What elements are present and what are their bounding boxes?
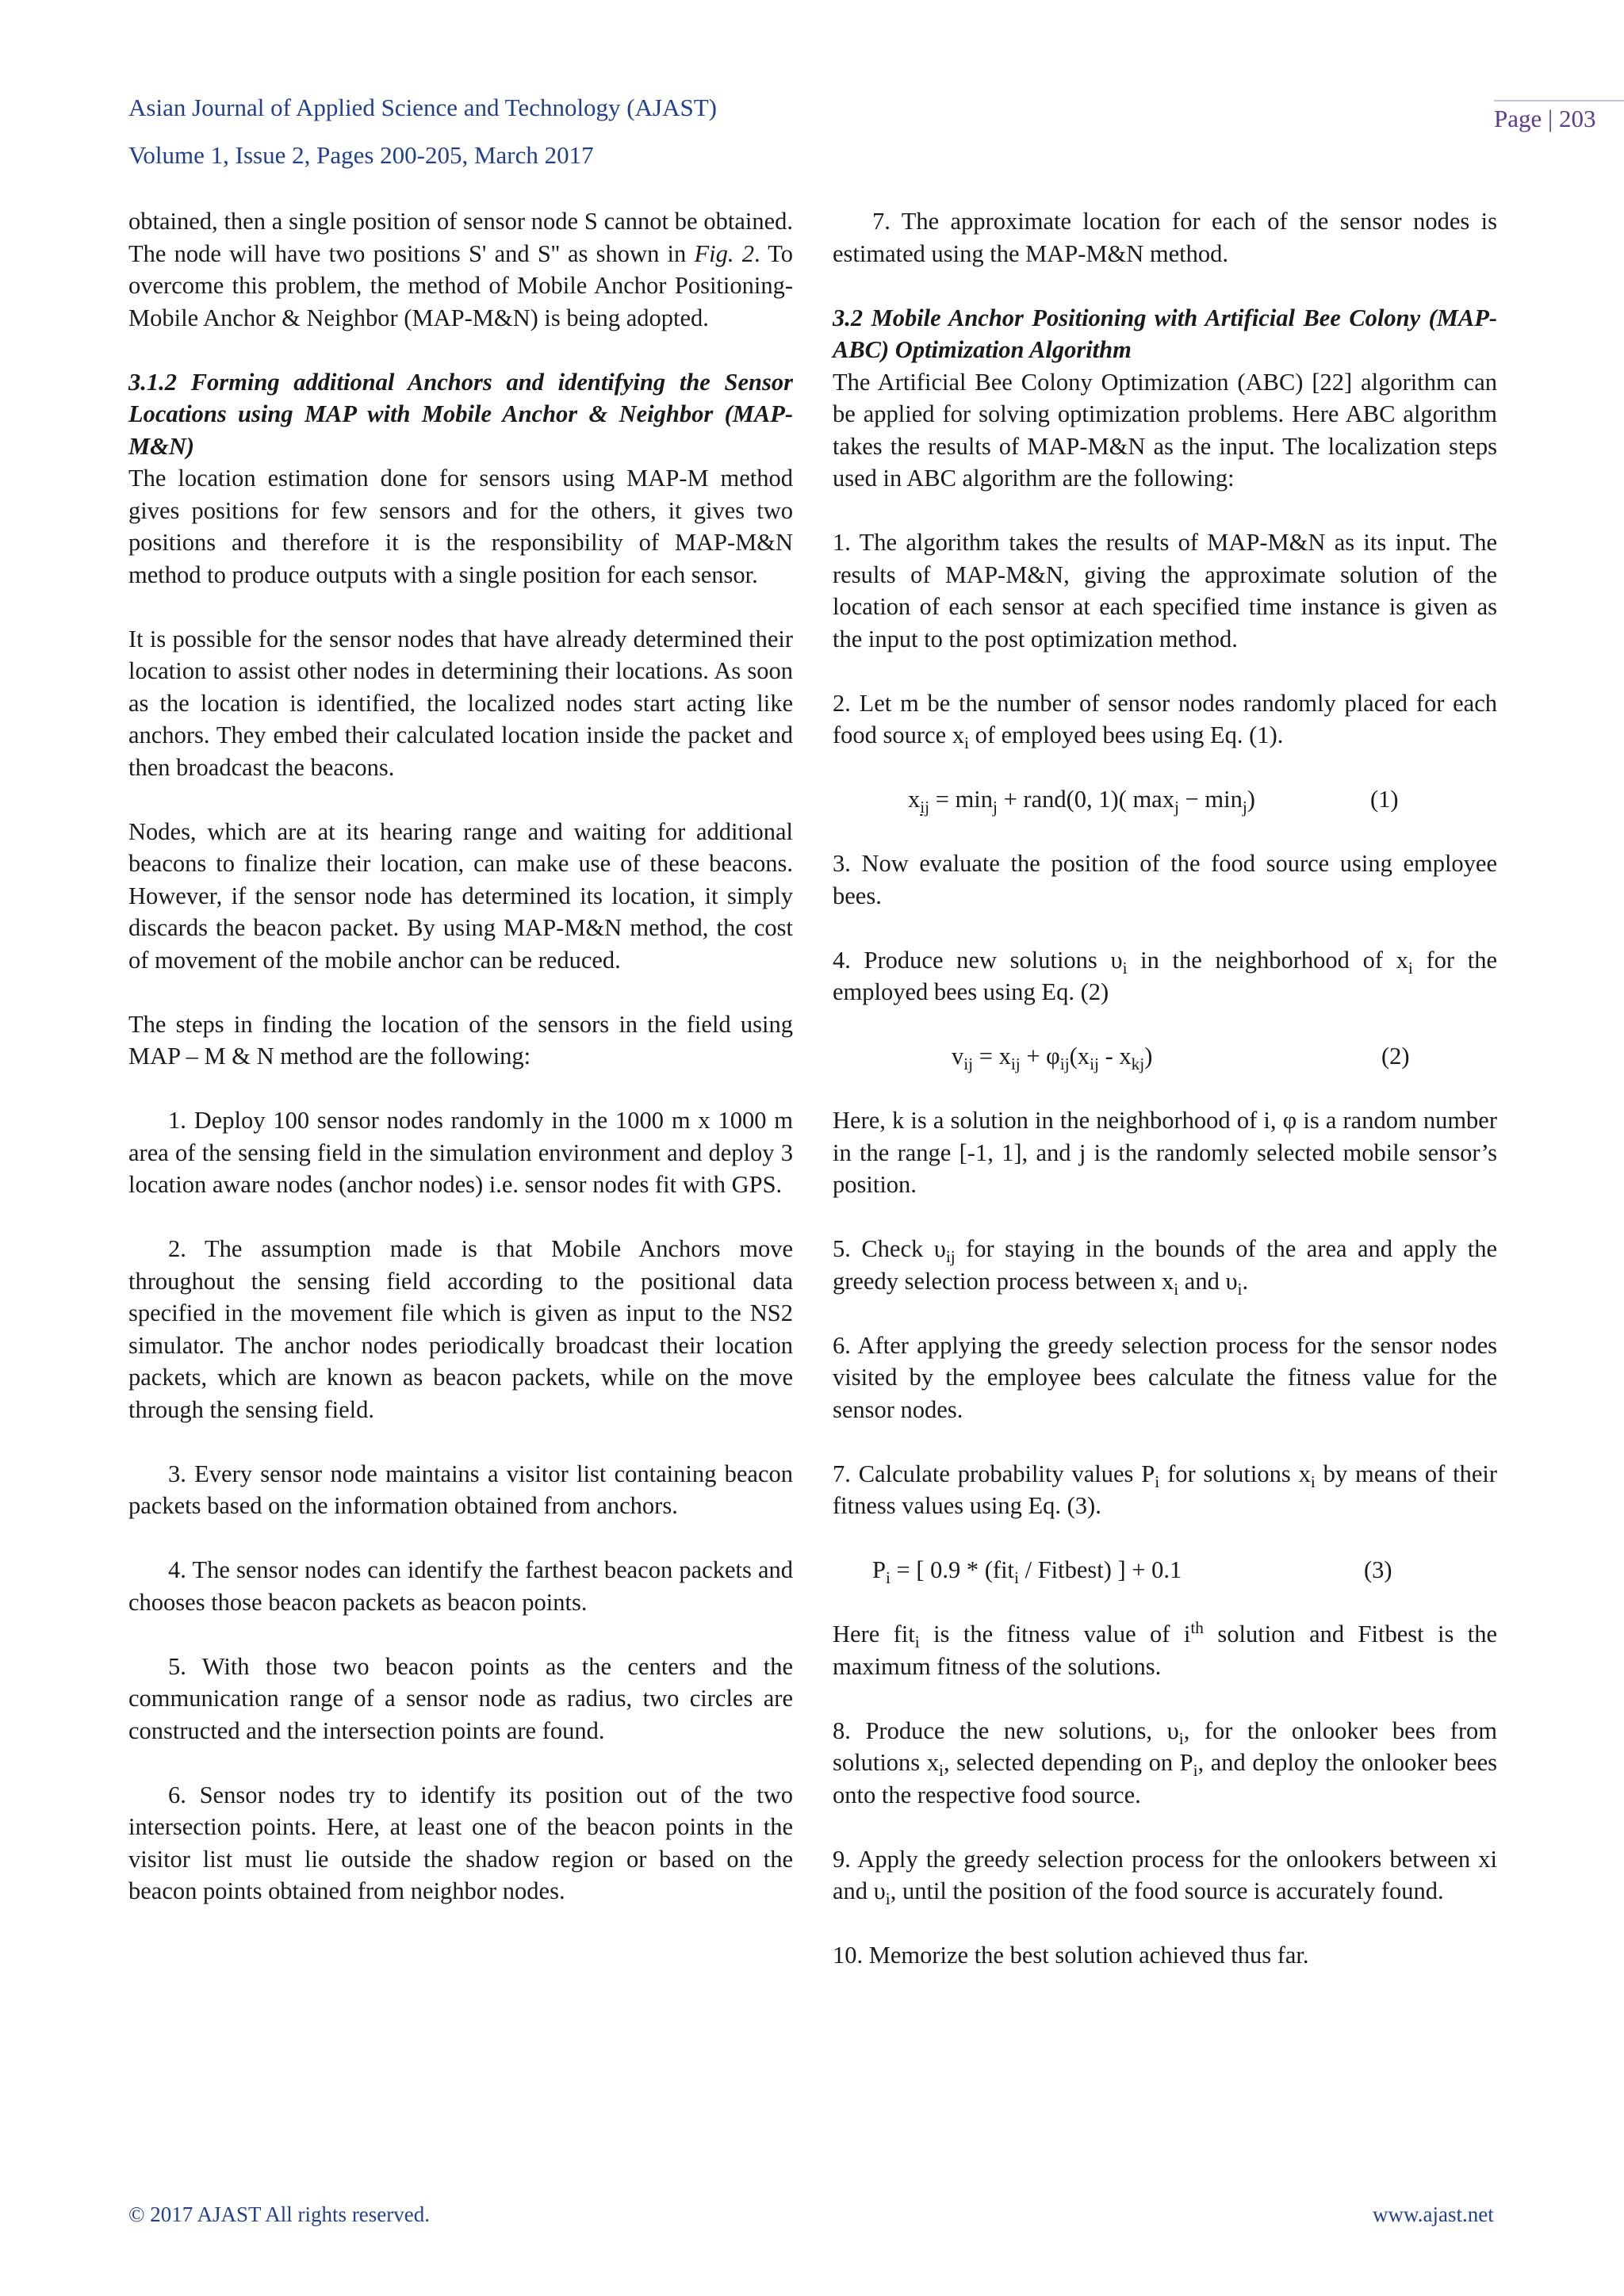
step-item: 7. Calculate probability values $P_i$ for solutions $x_i$ by means of their fitness values using Eq. (3). bbox=[833, 1460, 1497, 1519]
step-item: 3. Now evaluate the position of the food source using employee bees. bbox=[833, 850, 1497, 909]
step-item: 4. The sensor nodes can identify the farthest beacon packets and chooses those beacon packets as beacon points. bbox=[128, 1556, 793, 1616]
right-column bbox=[833, 205, 1497, 1972]
step-item: 2. The assumption made is that Mobile Anchors move throughout the sensing field according to the positional data specified in the movement file which is given as input to the NS2 simulator. The anchor nodes periodically broadcast their location packets, which are known as beacon packets, while on the move through the sensing field. bbox=[128, 1235, 793, 1423]
journal-volume: Volume 1, Issue 2, Pages 200-205, March 2017 bbox=[128, 141, 594, 169]
footer-website-link[interactable]: www.ajast.net bbox=[1373, 2202, 1494, 2226]
paragraph: It is possible for the sensor nodes that have already determined their location to assist other nodes in determining their locations. As soon as the location is identified, the localized nodes start acting like anchors. They embed their calculated location inside the packet and then broadcast the beacons. bbox=[128, 625, 793, 781]
left-column bbox=[128, 205, 793, 1908]
page-number: Page | 203 bbox=[1494, 105, 1596, 132]
equation-1-number: (1) bbox=[1370, 786, 1399, 813]
step-item: 7. The approximate location for each of the sensor nodes is estimated using the MAP-M&N method. bbox=[833, 208, 1497, 267]
footer-copyright: © 2017 AJAST All rights reserved. bbox=[128, 2202, 431, 2226]
step-item: 2. Let m be the number of sensor nodes randomly placed for each food source $x_i$ of employed bees using Eq. (1). bbox=[833, 689, 1497, 753]
page-number-rule bbox=[1494, 100, 1624, 101]
figure-reference: Fig. 2 bbox=[694, 239, 754, 267]
equation-3-number: (3) bbox=[1364, 1556, 1392, 1583]
step-item: 4. Produce new solutions $\upsilon_i$ in the neighborhood of $x_i$ for the employed bees using Eq. (2) bbox=[833, 946, 1498, 1005]
step-item: 8. Produce the new solutions, $\upsilon_i$, for the onlooker bees from solutions $x_i$, selected depending on $P_i$, and deploy the onlooker bees onto the respective food source. bbox=[833, 1716, 1497, 1808]
step-item: 6. Sensor nodes try to identify its position out of the two intersection points. Here, at least one of the beacon points in the visitor list must lie outside the shadow region or based on the beacon points obtained from neighbor nodes. bbox=[128, 1781, 793, 1904]
paragraph: Here fit$_i$ is the fitness value of $i^{th}$ solution and Fitbest is the maximum fitness of the solutions. bbox=[833, 1617, 1497, 1680]
section-heading: 3.2 Mobile Anchor Positioning with Artificial Bee Colony (MAP-ABC) Optimization Algorithm bbox=[833, 304, 1497, 363]
step-item: 9. Apply the greedy selection process for the onlookers between xi and $\upsilon_i$, until the position of the food source is accurately found. bbox=[833, 1845, 1497, 1909]
equation-3 bbox=[833, 1554, 1497, 1586]
paragraph: Here, k is a solution in the neighborhood of i, φ is a random number in the range [-1, 1], and j is the randomly selected mobile sensor’s position. bbox=[833, 1107, 1497, 1198]
paragraph: The steps in finding the location of the sensors in the field using MAP – M & N method are the following: bbox=[128, 1010, 793, 1070]
paragraph: Nodes, which are at its hearing range and waiting for additional beacons to finalize their location, can make use of these beacons. However, if the sensor node has determined its location, it simply discards the beacon packet. By using MAP-M&N method, the cost of movement of the mobile anchor can be reduced. bbox=[128, 817, 793, 974]
paragraph: The location estimation done for sensors using MAP-M method gives positions for few sensors and for the others, it gives two positions and therefore it is the responsibility of MAP-M&N method to produce outputs with a single position for each sensor. bbox=[128, 465, 793, 588]
step-item: 6. After applying the greedy selection process for the sensor nodes visited by the employee bees calculate the fitness value for the sensor nodes. bbox=[833, 1331, 1497, 1423]
equation-3-expression: $P_i$ = [ 0.9 * (fit$_i$ / Fitbest) ] + 0.1 bbox=[872, 1556, 1182, 1588]
equation-1 bbox=[833, 783, 1497, 816]
step-item: 5. With those two beacon points as the centers and the communication range of a sensor node as radius, two circles are constructed and the intersection points are found. bbox=[128, 1652, 793, 1744]
step-item: 5. Check $\upsilon_{ij}$ for staying in the bounds of the area and apply the greedy selection process between $x_i$ and $\upsilon_i$. bbox=[833, 1235, 1497, 1299]
step-item: 1. Deploy 100 sensor nodes randomly in the 1000 m x 1000 m area of the sensing field in the simulation environment and deploy 3 location aware nodes (anchor nodes) i.e. sensor nodes fit with GPS. bbox=[128, 1107, 793, 1198]
step-item: 3. Every sensor node maintains a visitor list containing beacon packets based on the information obtained from anchors. bbox=[128, 1460, 793, 1519]
paragraph: obtained, then a single position of sensor node S cannot be obtained. The node will have two positions S' and S'' as shown in Fig. 2. To overcome this problem, the method of Mobile Anchor Positioning-Mobile Anchor & Neighbor (MAP-M&N) is being adopted. bbox=[128, 208, 793, 331]
equation-2 bbox=[833, 1040, 1497, 1073]
step-item: 1. The algorithm takes the results of MAP-M&N as its input. The results of MAP-M&N, giving the approximate solution of the location of each sensor at each specified time instance is given as the input to the post optimization method. bbox=[833, 529, 1497, 652]
equation-2-number: (2) bbox=[1381, 1043, 1410, 1070]
section-heading: 3.1.2 Forming additional Anchors and identifying the Sensor Locations using MAP with Mobile Anchor & Neighbor (MAP-M&N) bbox=[128, 368, 793, 460]
paragraph: The Artificial Bee Colony Optimization (ABC) [22] algorithm can be applied for solving optimization problems. Here ABC algorithm takes the results of MAP-M&N as the input. The localization steps used in ABC algorithm are the following: bbox=[833, 368, 1497, 492]
equation-2-expression: $v_{ij} = x_{ij} + \varphi_{ij}(x_{ij} - x_{kj})$ bbox=[952, 1043, 1153, 1074]
journal-title: Asian Journal of Applied Science and Technology (AJAST) bbox=[128, 94, 717, 121]
equation-1-expression: $x_{ij} = \min_j$ + rand(0, 1)( $\max_j - \min_j$) bbox=[908, 786, 1255, 817]
step-item: 10. Memorize the best solution achieved thus far. bbox=[833, 1942, 1309, 1969]
